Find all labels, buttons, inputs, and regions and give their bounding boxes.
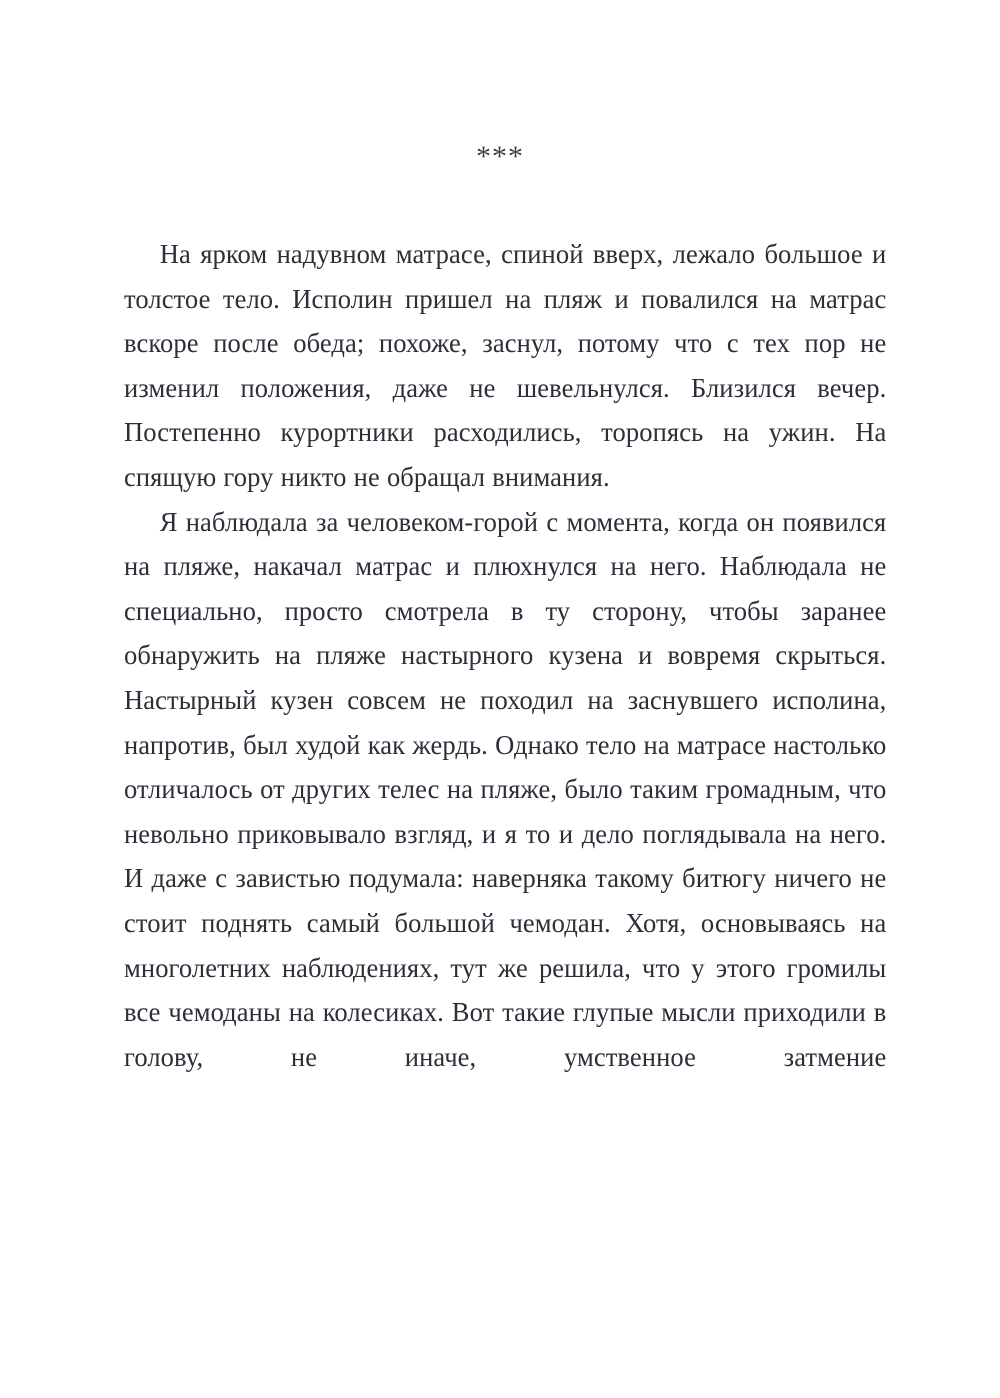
text-column <box>124 232 886 1079</box>
paragraph: Я наблюдала за человеком-горой с момента, когда он появился на пляже, накачал матрас и плюхнулся на него. Наблюдала не специально, просто смотрела в ту сторону, чтобы заранее обнаружить на пляже настырного кузена и вовремя скрыться. Настырный кузен совсем не походил на заснувшего исполина, напротив, был худой как жердь. Однако тело на матрасе настолько отличалось от других телес на пляже, было таким громадным, что невольно приковывало взгляд, и я то и дело поглядывала на него. И даже с завистью подумала: наверняка такому битюгу ничего не стоит поднять самый большой чемодан. Хотя, основываясь на многолетних наблюдениях, тут же решила, что у этого громилы все чемоданы на колесиках. Вот такие глупые мысли приходили в голову, не иначе, умственное затмение <box>124 505 887 1072</box>
section-separator: *** <box>476 140 524 173</box>
paragraph: На ярком надувном матрасе, спиной вверх, лежало большое и толстое тело. Исполин пришел на пляж и повалился на матрас вскоре после обеда; похоже, заснул, потому что с тех пор не изменил положения, даже не шевельнулся. Близился вечер. Постепенно курортники расходились, торопясь на ужин. На спящую гору никто не обращал внимания. <box>124 238 887 492</box>
